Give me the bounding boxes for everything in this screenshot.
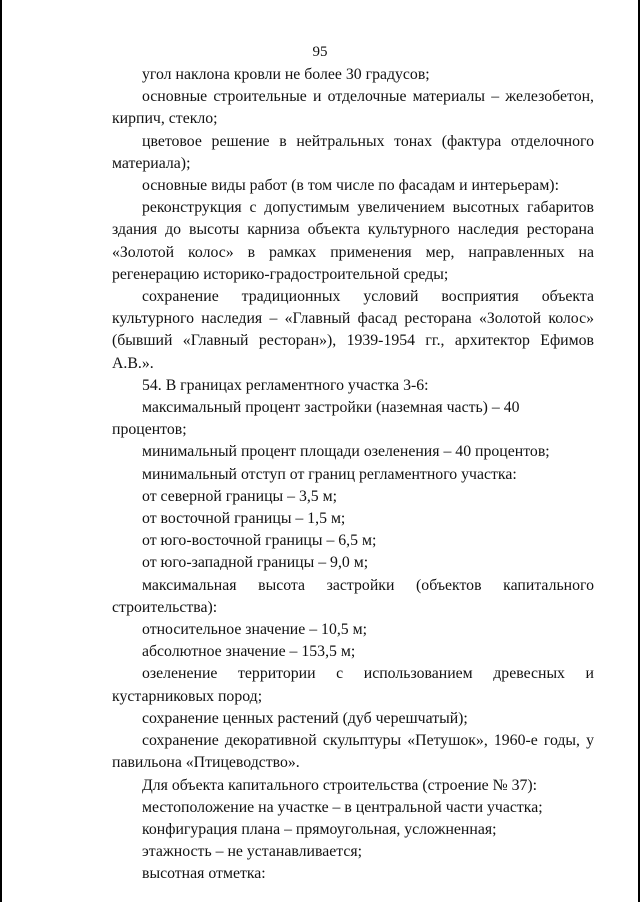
paragraph: конфигурация плана – прямоугольная, усложненная; [142,820,497,838]
paragraph: от восточной границы – 1,5 м; [142,510,346,528]
document-body [112,64,594,886]
paragraph: этажность – не устанавливается; [142,843,362,861]
paragraph: от северной границы – 3,5 м; [142,487,338,505]
paragraph: озеленение территории с использованием древесных и кустарниковых пород; [112,665,594,705]
paragraph: от юго-западной границы – 9,0 м; [142,554,369,572]
paragraph: сохранение декоративной скульптуры «Петушок», 1960-е годы, у павильона «Птицеводство». [112,732,594,772]
paragraph: основные виды работ (в том числе по фасадам и интерьерам): [142,177,559,195]
paragraph: 54. В границах регламентного участка 3-6: [142,376,429,394]
page-number: 95 [312,44,328,60]
paragraph: высотная отметка: [142,865,266,883]
paragraph: сохранение традиционных условий восприятия объекта культурного наследия – «Главный фасад ресторана «Золотой колос» (бывший «Главный ресторан»), 1939-1954 гг., архитектор Ефимов А.В.». [112,288,594,372]
paragraph: цветовое решение в нейтральных тонах (фактура отделочного материала); [112,132,594,172]
paragraph: от юго-восточной границы – 6,5 м; [142,532,377,550]
scan-left-edge [0,0,2,902]
paragraph: Для объекта капитального строительства (строение № 37): [142,776,538,794]
paragraph: максимальный процент застройки (наземная часть) – 40 процентов; [112,399,520,439]
paragraph: абсолютное значение – 153,5 м; [142,643,356,661]
paragraph: реконструкция с допустимым увеличением высотных габаритов здания до высоты карниза объекта культурного наследия ресторана «Золотой колос» в рамках применения мер, направленных на регенерацию историко-градостроительной среды; [112,199,594,283]
paragraph: максимальная высота застройки (объектов капитального строительства): [112,576,594,616]
paragraph: сохранение ценных растений (дуб черешчатый); [142,709,468,727]
paragraph: местоположение на участке – в центральной части участка; [142,798,543,816]
paragraph: минимальный отступ от границ регламентного участка: [142,465,517,483]
paragraph: относительное значение – 10,5 м; [142,621,368,639]
paragraph: минимальный процент площади озеленения – 40 процентов; [142,443,550,461]
paragraph: угол наклона кровли не более 30 градусов; [142,66,430,83]
paragraph: основные строительные и отделочные материалы – железобетон, кирпич, стекло; [112,88,594,128]
